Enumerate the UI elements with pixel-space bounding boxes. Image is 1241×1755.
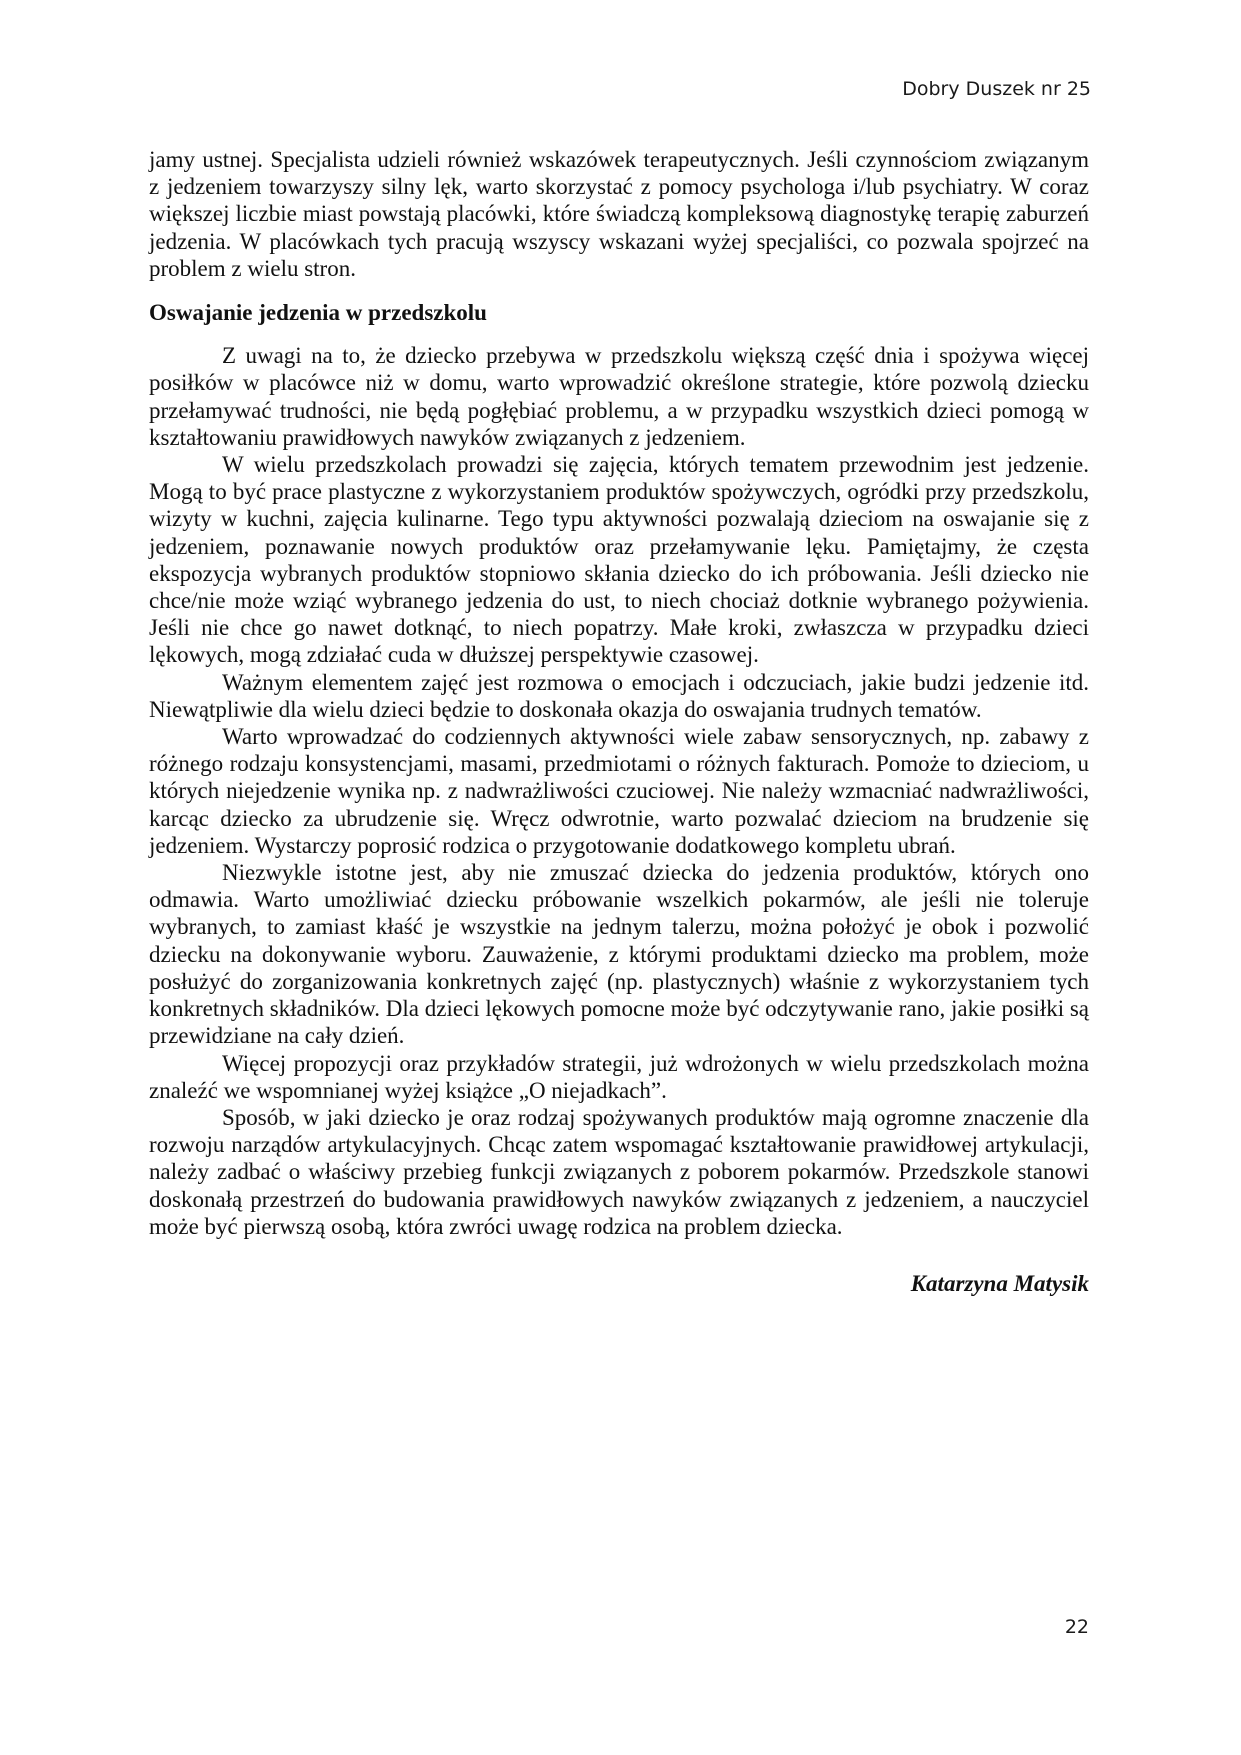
section-heading: Oswajanie jedzenia w przedszkolu bbox=[149, 300, 487, 326]
paragraph-3: Ważnym elementem zajęć jest rozmowa o emocjach i odczuciach, jakie budzi jedzenie itd. Niewątpliwie dla wielu dzieci będzie to doskonała okazja do oswajania trudnych tematów. bbox=[149, 669, 1089, 722]
intro-paragraph: jamy ustnej. Specjalista udzieli również wskazówek terapeutycznych. Jeśli czynnościom związanym z jedzeniem towarzyszy silny lęk, warto skorzystać z pomocy psychologa i/lub psychiatry. W coraz większej liczbie miast powstają placówki, które świadczą kompleksową diagnostykę terapię zaburzeń jedzenia. W placówkach tych pracują wszyscy wskazani wyżej specjaliści, co pozwala spojrzeć na problem z wielu stron. bbox=[149, 147, 1089, 281]
running-header: Dobry Duszek nr 25 bbox=[902, 78, 1091, 100]
page-number: 22 bbox=[1064, 1616, 1089, 1638]
paragraph-2: W wielu przedszkolach prowadzi się zajęcia, których tematem przewodnim jest jedzenie. Mogą to być prace plastyczne z wykorzystaniem produktów spożywczych, ogródki przy przedszkolu, wizyty w kuchni, zajęcia kulinarne. Tego typu aktywności pozwalają dzieciom na oswajanie się z jedzeniem, poznawanie nowych produktów oraz przełamywanie lęku. Pamiętajmy, że częsta ekspozycja wybranych produktów stopniowo skłania dziecko do ich próbowania. Jeśli dziecko nie chce/nie może wziąć wybranego jedzenia do ust, to niech chociaż dotknie wybranego pożywienia. Jeśli nie chce go nawet dotknąć, to niech popatrzy. Małe kroki, zwłaszcza w przypadku dzieci lękowych, mogą zdziałać cuda w dłuższej perspektywie czasowej. bbox=[149, 452, 1089, 668]
author-signature: Katarzyna Matysik bbox=[910, 1270, 1089, 1296]
paragraph-4: Warto wprowadzać do codziennych aktywności wiele zabaw sensorycznych, np. zabawy z różnego rodzaju konsystencjami, masami, przedmiotami o różnych fakturach. Pomoże to dzieciom, u których niejedzenie wynika np. z nadwrażliwości czuciowej. Nie należy wzmacniać nadwrażliwości, karcąc dziecko za ubrudzenie się. Wręcz odwrotnie, warto pozwalać dzieciom na brudzenie się jedzeniem. Wystarczy poprosić rodzica o przygotowanie dodatkowego kompletu ubrań. bbox=[149, 724, 1089, 858]
paragraph-1: Z uwagi na to, że dziecko przebywa w przedszkolu większą część dnia i spożywa więcej posiłków w placówce niż w domu, warto wprowadzić określone strategie, które pozwolą dziecku przełamywać trudności, nie będą pogłębiać problemu, a w przypadku wszystkich dzieci pomogą w kształtowaniu prawidłowych nawyków związanych z jedzeniem. bbox=[149, 343, 1089, 450]
paragraph-7: Sposób, w jaki dziecko je oraz rodzaj spożywanych produktów mają ogromne znaczenie dla rozwoju narządów artykulacyjnych. Chcąc zatem wspomagać kształtowanie prawidłowej artykulacji, należy zadbać o właściwy przebieg funkcji związanych z poborem pokarmów. Przedszkole stanowi doskonałą przestrzeń do budowania prawidłowych nawyków związanych z jedzeniem, a nauczyciel może być pierwszą osobą, która zwróci uwagę rodzica na problem dziecka. bbox=[149, 1104, 1089, 1239]
paragraph-5: Niezwykle istotne jest, aby nie zmuszać dziecka do jedzenia produktów, których ono odmawia. Warto umożliwiać dziecku próbowanie wszelkich pokarmów, ale jeśli nie toleruje wybranych, to zamiast kłaść je wszystkie na jednym talerzu, można położyć je obok i pozwolić dziecku na dokonywanie wyboru. Zauważenie, z którymi produktami dziecko ma problem, może posłużyć do zorganizowania konkretnych zajęć (np. plastycznych) właśnie z wykorzystaniem tych konkretnych składników. Dla dzieci lękowych pomocne może być odczytywanie rano, jakie posiłki są przewidziane na cały dzień. bbox=[149, 860, 1089, 1049]
article-body bbox=[149, 146, 1089, 1297]
paragraph-6: Więcej propozycji oraz przykładów strategii, już wdrożonych w wielu przedszkolach można znaleźć we wspomnianej wyżej książce „O niejadkach”. bbox=[149, 1050, 1089, 1103]
